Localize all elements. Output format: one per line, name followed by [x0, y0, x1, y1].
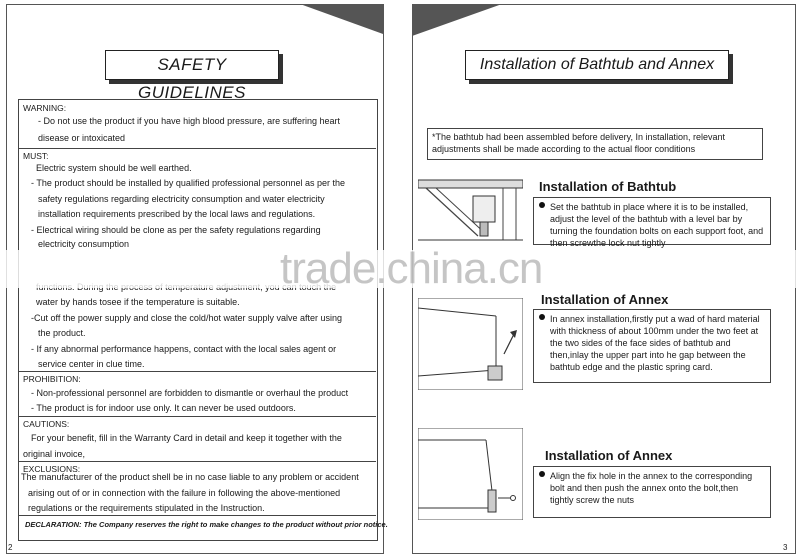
must-line: electricity consumption — [38, 239, 130, 249]
cautions-line: For your benefit, fill in the Warranty Card in detail and keep it together with the — [31, 433, 342, 443]
section-title-annex-2: Installation of Annex — [545, 448, 673, 463]
page-number-right: 3 — [783, 543, 788, 552]
exclusions-line: regulations or the requirements stipulated in the Instruction. — [28, 503, 265, 513]
annex-installation-illustration-1 — [418, 298, 523, 390]
section-box-annex-2 — [533, 466, 771, 518]
section-title-annex-1: Installation of Annex — [541, 292, 669, 307]
must-line: - Electrical wiring should be clone as per the safety regulations regarding — [31, 225, 321, 235]
watermark-text: trade.china.cn — [280, 244, 543, 293]
warning-line: - Do not use the product if you have high blood pressure, are suffering heart — [38, 116, 341, 126]
installation-title: Installation of Bathtub and Annex — [465, 50, 729, 80]
section-box-bathtub — [533, 197, 771, 248]
section-text-bathtub: Set the bathtub in place where it is to be installed, adjust the level of the bathtub with a level bar by turning the foundation bolts on each support foot, and then screwthe lock nut tightly — [550, 202, 764, 248]
divider — [18, 148, 376, 149]
must-line: - The product should be installed by qualified professional personnel as per the — [31, 178, 346, 188]
must-line: installation requirements prescribed by the local laws and regulations. — [38, 209, 316, 219]
annex-installation-illustration-2 — [418, 428, 523, 520]
warning-heading: WARNING: — [23, 103, 67, 113]
must-line: the product. — [38, 328, 86, 338]
bullet-icon — [539, 202, 545, 208]
must-heading: MUST: — [23, 151, 49, 161]
must-line: safety regulations regarding electricity consumption and water electricity — [38, 194, 325, 204]
section-box-annex-1 — [533, 309, 771, 383]
right-page-corner-fold — [412, 4, 502, 36]
cautions-heading: CAUTIONS: — [23, 419, 70, 429]
prohibition-line: - The product is for indoor use only. It can never be used outdoors. — [31, 403, 296, 413]
cautions-line: original invoice, — [23, 449, 86, 459]
section-title-bathtub: Installation of Bathtub — [539, 179, 677, 194]
exclusions-heading: EXCLUSIONS: — [23, 464, 81, 474]
must-line: -Cut off the power supply and close the cold/hot water supply valve after using — [31, 313, 343, 323]
bullet-icon — [539, 471, 545, 477]
declaration-text: DECLARATION: The Company reserves the right to make changes to the product without prior notice. — [25, 520, 388, 529]
exclusions-line: arising out of or in connection with the failure in following the above-mentioned — [28, 488, 341, 498]
must-line: service center in clue time. — [38, 359, 145, 369]
prohibition-heading: PROHIBITION: — [23, 374, 81, 384]
prohibition-line: - Non-professional personnel are forbidden to dismantle or overhaul the product — [31, 388, 349, 398]
exclusions-line: The manufacturer of the product shell be in no case liable to any problem or accident — [21, 472, 359, 482]
must-line: - If any abnormal performance happens, contact with the local sales agent or — [31, 344, 337, 354]
bathtub-installation-illustration — [418, 178, 523, 248]
section-text-annex-2: Align the fix hole in the annex to the corresponding bolt and then push the annex onto the bolt,then tightly screw the nuts — [550, 471, 753, 505]
page-number-left: 2 — [8, 543, 13, 552]
warning-line: disease or intoxicated — [38, 133, 126, 143]
section-text-annex-1: In annex installation,firstly put a wad of hard material with thickness of about 100mm under the two feet at the two sides of the face sides of bathtub and then,inlay the upper part into he gap between the bathtub edge and the plastic spring card. — [550, 314, 760, 372]
must-line: water by hands tosee if the temperature is suitable. — [36, 297, 240, 307]
left-page-corner-fold — [300, 4, 383, 34]
bullet-icon — [539, 314, 545, 320]
safety-guidelines-title: SAFETY GUIDELINES — [105, 50, 279, 80]
must-line: Electric system should be well earthed. — [36, 163, 192, 173]
assembly-note: *The bathtub had been assembled before delivery, In installation, relevant adjustments shall be made according to the actual floor conditions — [427, 128, 763, 160]
